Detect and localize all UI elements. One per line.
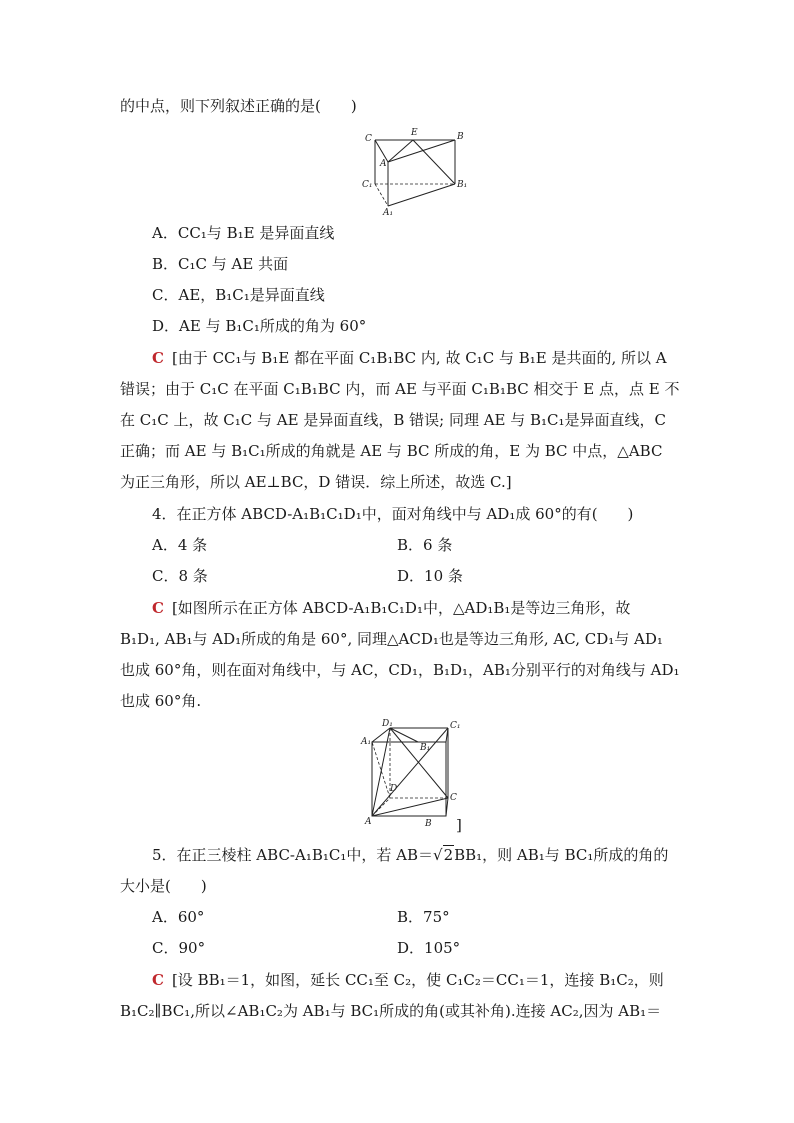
q3-option-d: D．AE 与 B₁C₁所成的角为 60° <box>152 317 367 335</box>
fig2-label-b: B <box>425 819 432 829</box>
q4-option-b: B．6 条 <box>397 536 453 554</box>
q3-explanation-line: 在 C₁C 上，故 C₁C 与 AE 是异面直线，B 错误; 同理 AE 与 B₁C₁是异面直线，C <box>120 411 667 429</box>
q4-stem: 4．在正方体 ABCD-A₁B₁C₁D₁中，面对角线中与 AD₁成 60°的有( ) <box>152 505 634 523</box>
fig1-label-a: A <box>380 159 387 169</box>
q4-explanation-line: 也成 60°角，则在面对角线中，与 AC，CD₁，B₁D₁，AB₁分别平行的对角线与 AD₁ <box>120 661 680 679</box>
q4-answer: C <box>152 599 164 617</box>
q5-option-a: A．60° <box>152 908 205 926</box>
q3-option-c: C．AE，B₁C₁是异面直线 <box>152 286 325 304</box>
q3-explanation-line: 错误；由于 C₁C 在平面 C₁B₁BC 内，而 AE 与平面 C₁B₁BC 相交于 E 点，点 E 不 <box>120 380 680 398</box>
q5-explanation-line: B₁C₂∥BC₁,所以∠AB₁C₂为 AB₁与 BC₁所成的角(或其补角).连接 AC₂,因为 AB₁＝ <box>120 1002 662 1020</box>
q4-explanation-line: B₁D₁, AB₁与 AD₁所成的角是 60°, 同理△ACD₁也是等边三角形, AC, CD₁与 AD₁ <box>120 630 663 648</box>
q3-explanation-line: C [由于 CC₁与 B₁E 都在平面 C₁B₁BC 内, 故 C₁C 与 B₁E 是共面的, 所以 A <box>152 349 667 367</box>
fig2-label-a1: A₁ <box>361 737 372 747</box>
q5-answer: C <box>152 971 164 989</box>
fig2-label-c: C <box>450 793 457 803</box>
fig2-label-b1: B₁ <box>420 743 431 753</box>
fig1-label-c1: C₁ <box>362 180 373 190</box>
q5-stem: 5．在正三棱柱 ABC-A₁B₁C₁中，若 AB＝√2BB₁，则 AB₁与 BC₁所成的角的 <box>152 846 669 864</box>
fig2-label-a: A <box>365 817 372 827</box>
fig1-label-b1: B₁ <box>457 180 468 190</box>
sqrt-symbol: √2 <box>433 846 454 864</box>
q4-closing-bracket: ] <box>456 816 462 834</box>
q3-explanation-line: 为正三角形，所以 AE⊥BC，D 错误．综上所述，故选 C.] <box>120 473 512 491</box>
fig2-label-d: D <box>390 784 398 794</box>
q5-option-d: D．105° <box>397 939 461 957</box>
q3-explanation-line: 正确；而 AE 与 B₁C₁所成的角就是 AE 与 BC 所成的角，E 为 BC 中点，△ABC <box>120 442 663 460</box>
fig1-label-a1: A₁ <box>383 208 394 216</box>
q5-stem-line2: 大小是( ) <box>120 877 207 895</box>
fig1-label-b: B <box>457 132 464 142</box>
prism-figure <box>355 124 475 216</box>
q5-option-b: B．75° <box>397 908 450 926</box>
q5-explanation-line: C [设 BB₁＝1，如图，延长 CC₁至 C₂，使 C₁C₂＝CC₁＝1，连接 B₁C₂，则 <box>152 971 664 989</box>
q4-option-c: C．8 条 <box>152 567 208 585</box>
q4-option-a: A．4 条 <box>152 536 208 554</box>
fig2-label-c1: C₁ <box>450 721 461 731</box>
q4-explanation-line: C [如图所示在正方体 ABCD-A₁B₁C₁D₁中，△AD₁B₁是等边三角形，故 <box>152 599 631 617</box>
fig1-label-c: C <box>365 134 372 144</box>
fig2-label-d1: D₁ <box>382 719 393 729</box>
cube-figure <box>360 718 470 830</box>
q4-option-d: D．10 条 <box>397 567 463 585</box>
q3-option-a: A．CC₁与 B₁E 是异面直线 <box>152 224 335 242</box>
q3-option-b: B．C₁C 与 AE 共面 <box>152 255 289 273</box>
q3-answer: C <box>152 349 164 367</box>
fig1-label-e: E <box>411 128 418 138</box>
header-line: 的中点，则下列叙述正确的是( ) <box>120 97 357 115</box>
q4-explanation-line: 也成 60°角. <box>120 692 202 710</box>
q5-option-c: C．90° <box>152 939 206 957</box>
